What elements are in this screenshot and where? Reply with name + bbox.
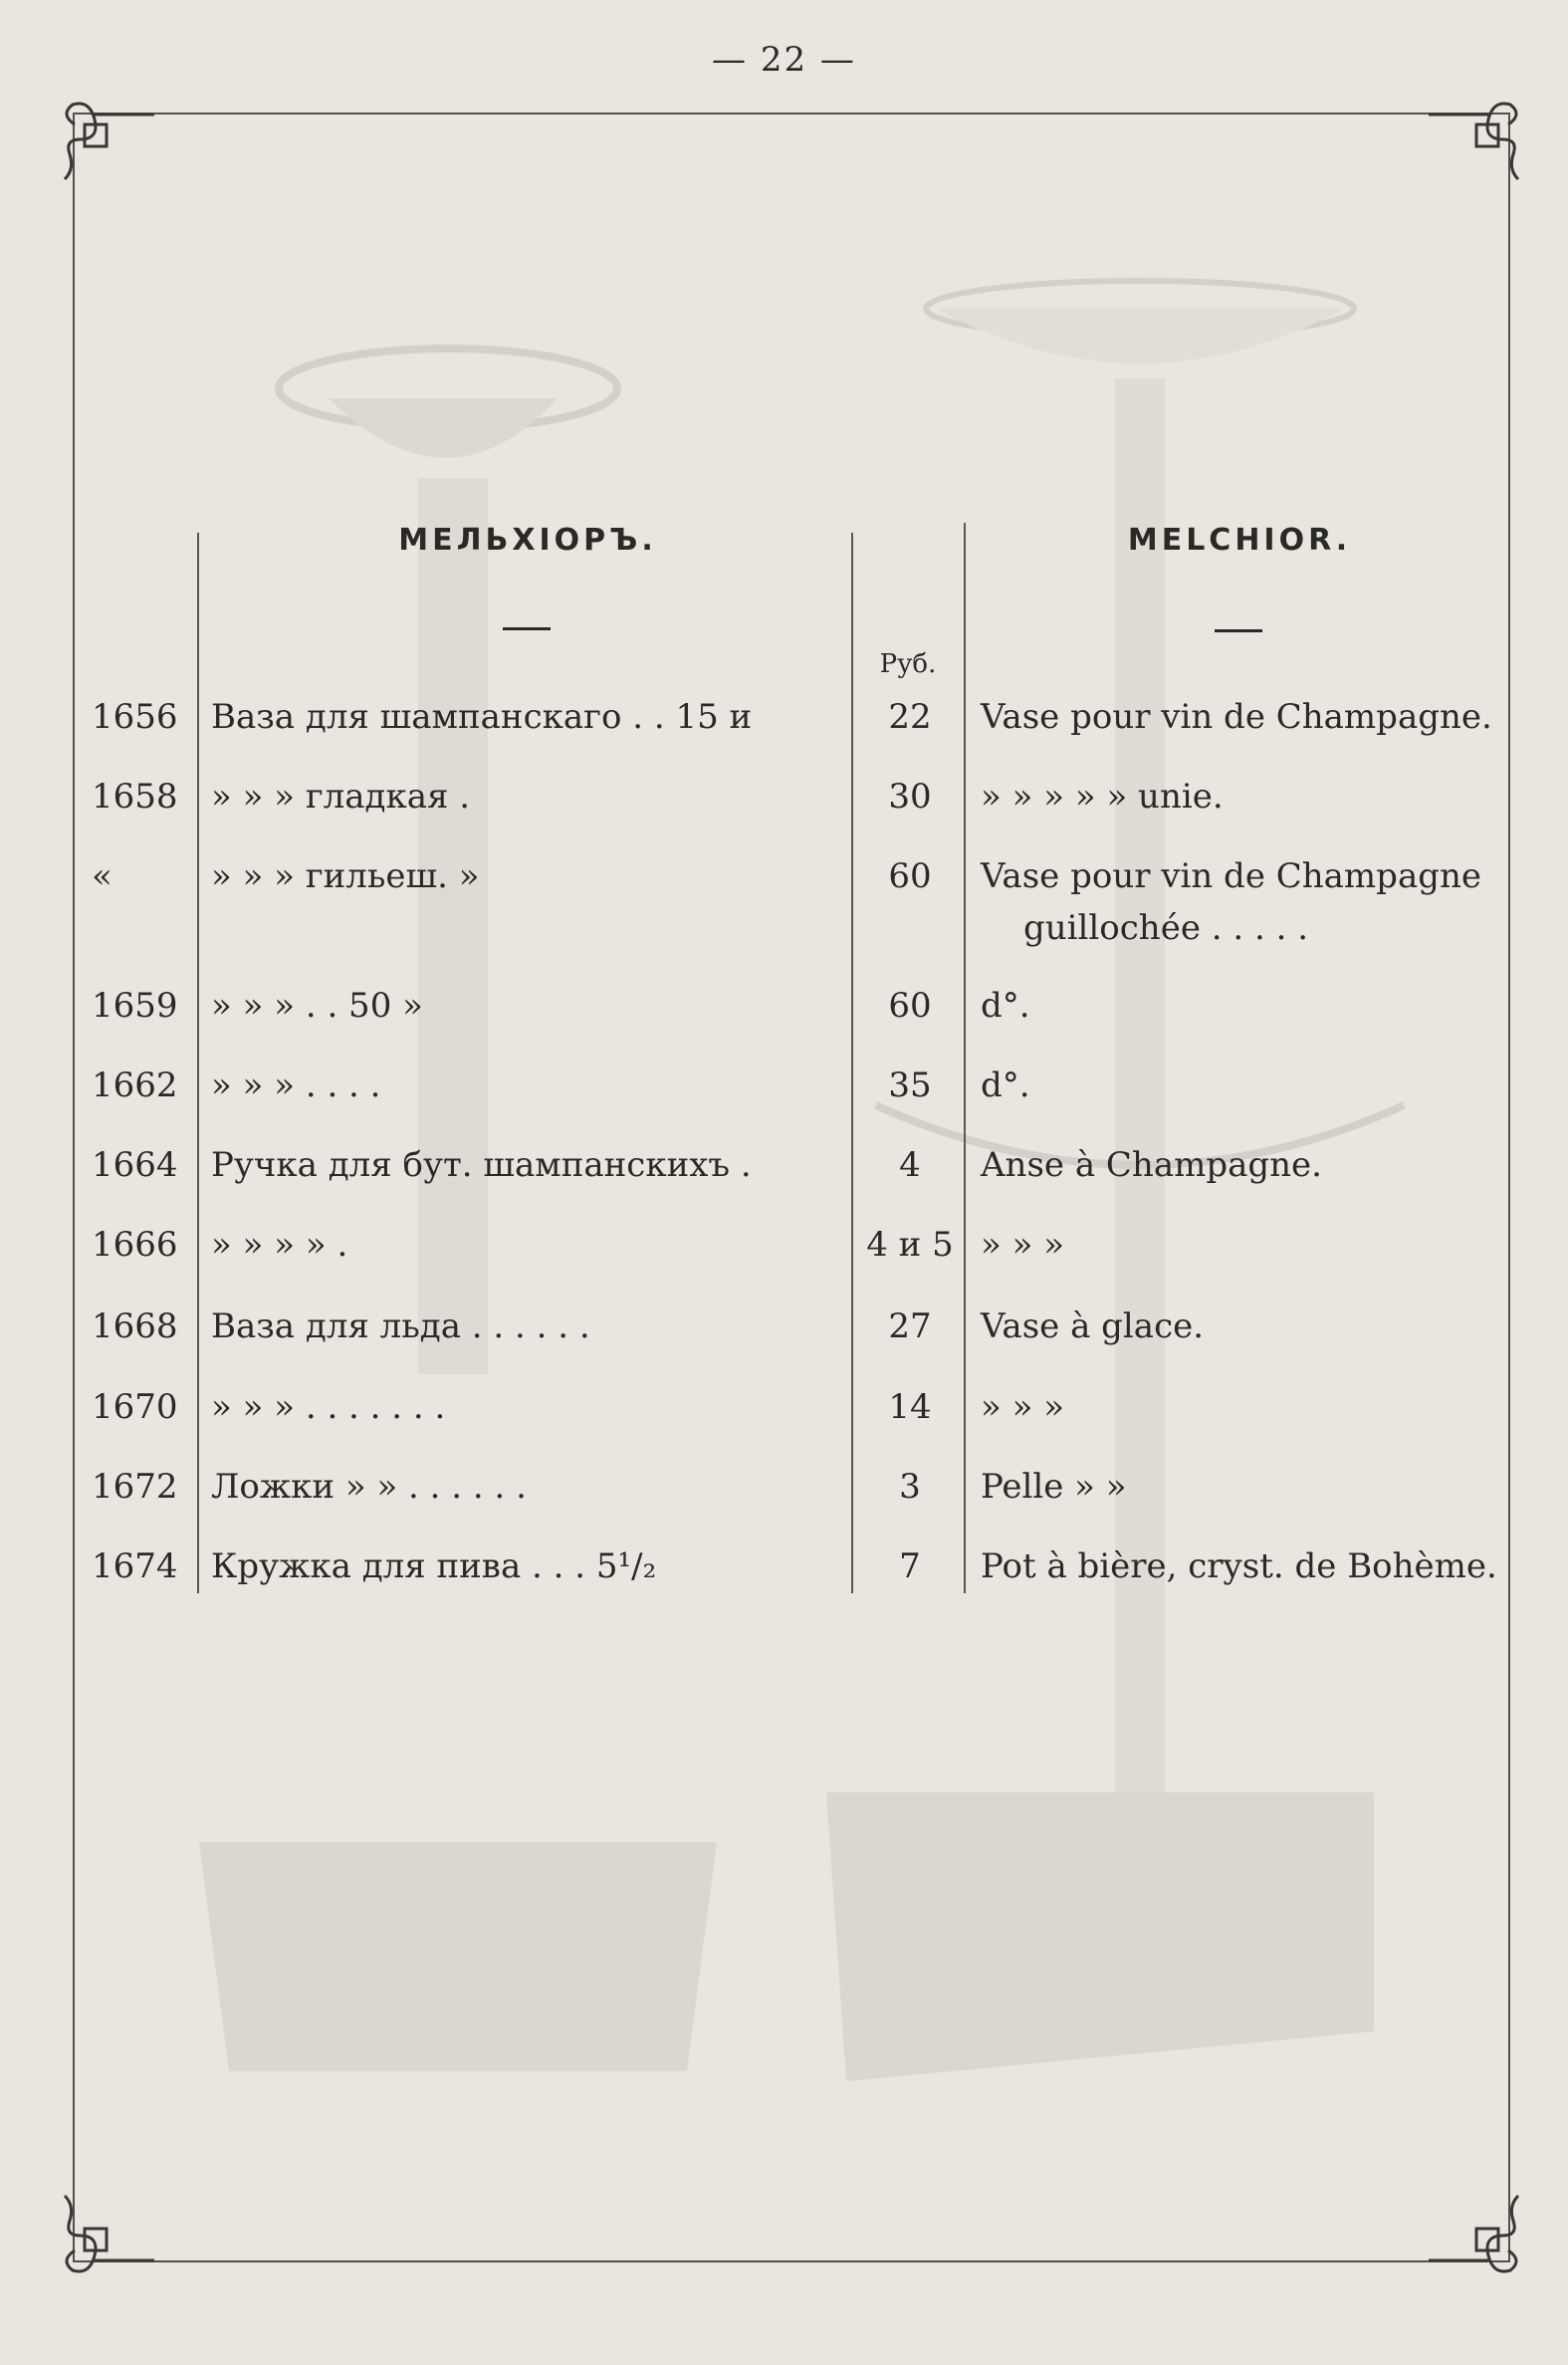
item-number: 1664 xyxy=(92,1145,178,1185)
item-number: 1658 xyxy=(92,777,178,817)
description-russian: » » » » . xyxy=(211,1225,348,1265)
price-rubles: 35 xyxy=(888,1065,932,1105)
price-rubles: 7 xyxy=(899,1546,921,1586)
table-row xyxy=(0,856,1568,948)
price-rubles: 4 и 5 xyxy=(866,1225,954,1265)
price-rubles: 14 xyxy=(888,1387,932,1427)
table-row xyxy=(0,1225,1568,1304)
heading-russian-dash xyxy=(503,627,551,630)
description-russian: » » » гильеш. » xyxy=(211,856,480,896)
page-number: — 22 — xyxy=(712,40,856,80)
description-french: Vase pour vin de Champagne xyxy=(981,856,1481,896)
description-french: Vase pour vin de Champagne. xyxy=(981,697,1492,737)
description-russian: Ваза для льда . . . . . . xyxy=(211,1306,590,1346)
ornament-bottom-right-icon xyxy=(1419,2171,1528,2280)
item-number: 1670 xyxy=(92,1387,178,1427)
price-rubles: 60 xyxy=(888,856,932,896)
item-number: « xyxy=(92,856,112,896)
item-number: 1662 xyxy=(92,1065,178,1105)
price-rubles: 30 xyxy=(888,777,932,817)
description-russian: Ваза для шампанскаго . . 15 и xyxy=(211,697,753,737)
description-russian: Кружка для пива . . . 5¹/₂ xyxy=(211,1546,657,1586)
description-russian: » » » . . . . xyxy=(211,1065,381,1105)
description-russian: » » » . . 50 » xyxy=(211,986,423,1026)
ornament-bottom-left-icon xyxy=(55,2171,164,2280)
description-french: d°. xyxy=(981,1065,1030,1105)
price-rubles: 22 xyxy=(888,697,932,737)
heading-french-dash xyxy=(1215,629,1262,632)
table-row xyxy=(0,697,1568,777)
table-row xyxy=(0,986,1568,1065)
price-rubles: 3 xyxy=(899,1467,921,1507)
description-french: » » » » » unie. xyxy=(981,777,1224,817)
price-rubles: 4 xyxy=(899,1145,921,1185)
table-row xyxy=(0,1546,1568,1626)
item-number: 1668 xyxy=(92,1306,178,1346)
table-row xyxy=(0,1065,1568,1145)
description-french: Anse à Champagne. xyxy=(981,1145,1322,1185)
description-french: d°. xyxy=(981,986,1030,1026)
ornament-top-left-icon xyxy=(55,95,164,204)
description-french: » » » xyxy=(981,1225,1065,1265)
price-rubles: 27 xyxy=(888,1306,932,1346)
item-number: 1656 xyxy=(92,697,178,737)
currency-label: Руб. xyxy=(879,649,937,679)
item-number: 1666 xyxy=(92,1225,178,1265)
description-french: Vase à glace. xyxy=(981,1306,1205,1346)
description-russian: Ложки » » . . . . . . xyxy=(211,1467,527,1507)
description-french: Pelle » » xyxy=(981,1467,1127,1507)
description-russian: » » » . . . . . . . xyxy=(211,1387,446,1427)
table-row xyxy=(0,1145,1568,1225)
table-row xyxy=(0,777,1568,856)
description-russian: » » » гладкая . xyxy=(211,777,471,817)
table-row xyxy=(0,1306,1568,1386)
table-row xyxy=(0,1467,1568,1546)
description-french: » » » xyxy=(981,1387,1065,1427)
table-row xyxy=(0,1387,1568,1467)
item-number: 1674 xyxy=(92,1546,178,1586)
ornament-top-right-icon xyxy=(1419,95,1528,204)
description-french: Pot à bière, cryst. de Bohème. xyxy=(981,1546,1497,1586)
item-number: 1672 xyxy=(92,1467,178,1507)
description-french-continued: guillochée . . . . . xyxy=(1023,908,1309,948)
description-russian: Ручка для бут. шампанскихъ . xyxy=(211,1145,752,1185)
heading-russian: МЕЛЬХІОРЪ. xyxy=(398,523,657,558)
item-number: 1659 xyxy=(92,986,178,1026)
heading-french: MELCHIOR. xyxy=(1127,523,1352,558)
price-rubles: 60 xyxy=(888,986,932,1026)
